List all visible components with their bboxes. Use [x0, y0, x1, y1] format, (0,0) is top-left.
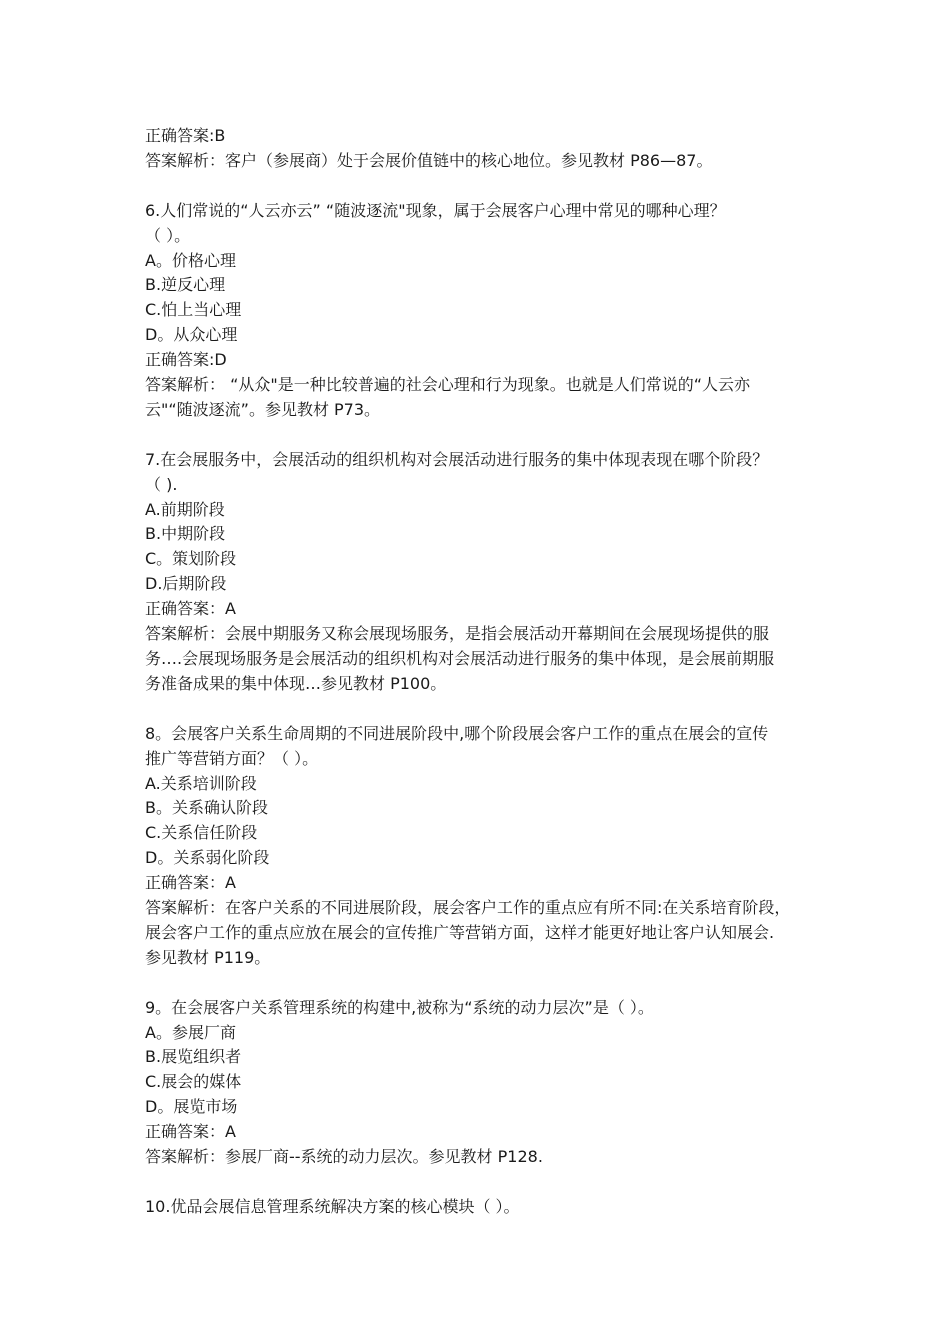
question-stem: 8。会展客户关系生命周期的不同进展阶段中,哪个阶段展会客户工作的重点在展会的宣传 — [145, 723, 769, 743]
analysis-line: 参见教材 P119。 — [145, 947, 271, 967]
option-b: B.逆反心理 — [145, 275, 226, 295]
option-d: D。关系弱化阶段 — [145, 848, 270, 868]
blank-line — [145, 423, 815, 448]
analysis-line: 答案解析：客户（参展商）处于会展价值链中的核心地位。参见教材 P86—87。 — [145, 150, 713, 170]
answer-line: 正确答案:B — [145, 126, 226, 145]
question-stem: 10.优品会展信息管理系统解决方案的核心模块（ ）。 — [145, 1196, 520, 1216]
blank-line — [145, 971, 815, 996]
question-block — [145, 722, 815, 971]
option-a: A。价格心理 — [145, 250, 236, 270]
question-stem: 推广等营销方面？（ ）。 — [145, 748, 319, 768]
answer-line: 正确答案：A — [145, 1122, 236, 1142]
analysis-line: 云"“随波逐流”。参见教材 P73。 — [145, 399, 381, 419]
question-stem: （ ). — [145, 474, 178, 494]
option-a: A.关系培训阶段 — [145, 773, 257, 793]
question-stem: 9。在会展客户关系管理系统的构建中,被称为“系统的动力层次”是（ ）。 — [145, 997, 654, 1017]
blank-line — [145, 174, 815, 199]
question-stem: 6.人们常说的“人云亦云” “随波逐流"现象，属于会展客户心理中常见的哪种心理？ — [145, 200, 726, 220]
question-stem: 7.在会展服务中，会展活动的组织机构对会展活动进行服务的集中体现表现在哪个阶段？ — [145, 449, 769, 469]
analysis-line: 答案解析：会展中期服务又称会展现场服务，是指会展活动开幕期间在会展现场提供的服 — [145, 624, 770, 644]
question-block — [145, 996, 815, 1170]
option-c: C.展会的媒体 — [145, 1072, 242, 1092]
analysis-line: 务….会展现场服务是会展活动的组织机构对会展活动进行服务的集中体现，是会展前期服 — [145, 649, 775, 668]
option-d: D.后期阶段 — [145, 574, 227, 594]
question-stem: （ ）。 — [145, 225, 191, 245]
option-d: D。从众心理 — [145, 325, 238, 345]
question-block — [145, 199, 815, 423]
blank-line — [145, 697, 815, 722]
option-b: B.展览组织者 — [145, 1047, 242, 1067]
answer-line: 正确答案:D — [145, 350, 227, 370]
option-a: A.前期阶段 — [145, 499, 225, 519]
answer-line: 正确答案：A — [145, 873, 236, 893]
analysis-line: 答案解析： “从众"是一种比较普遍的社会心理和行为现象。也就是人们常说的“人云亦 — [145, 375, 751, 395]
analysis-line: 答案解析：参展厂商--系统的动力层次。参见教材 P128. — [145, 1147, 543, 1167]
option-d: D。展览市场 — [145, 1097, 238, 1117]
analysis-line: 务准备成果的集中体现…参见教材 P100。 — [145, 673, 447, 693]
option-b: B。关系确认阶段 — [145, 798, 268, 818]
question-block — [145, 1195, 815, 1220]
option-a: A。参展厂商 — [145, 1022, 236, 1042]
answer-line: 正确答案：A — [145, 599, 236, 619]
option-b: B.中期阶段 — [145, 524, 226, 544]
option-c: C。策划阶段 — [145, 549, 237, 569]
option-c: C.关系信任阶段 — [145, 823, 258, 843]
analysis-line: 展会客户工作的重点应放在展会的宣传推广等营销方面，这样才能更好地让客户认知展会. — [145, 922, 775, 942]
analysis-line: 答案解析：在客户关系的不同进展阶段，展会客户工作的重点应有所不同:在关系培育阶段， — [145, 898, 791, 918]
option-c: C.怕上当心理 — [145, 300, 242, 320]
blank-line — [145, 1170, 815, 1195]
question-block — [145, 448, 815, 697]
document-page — [145, 124, 815, 1220]
